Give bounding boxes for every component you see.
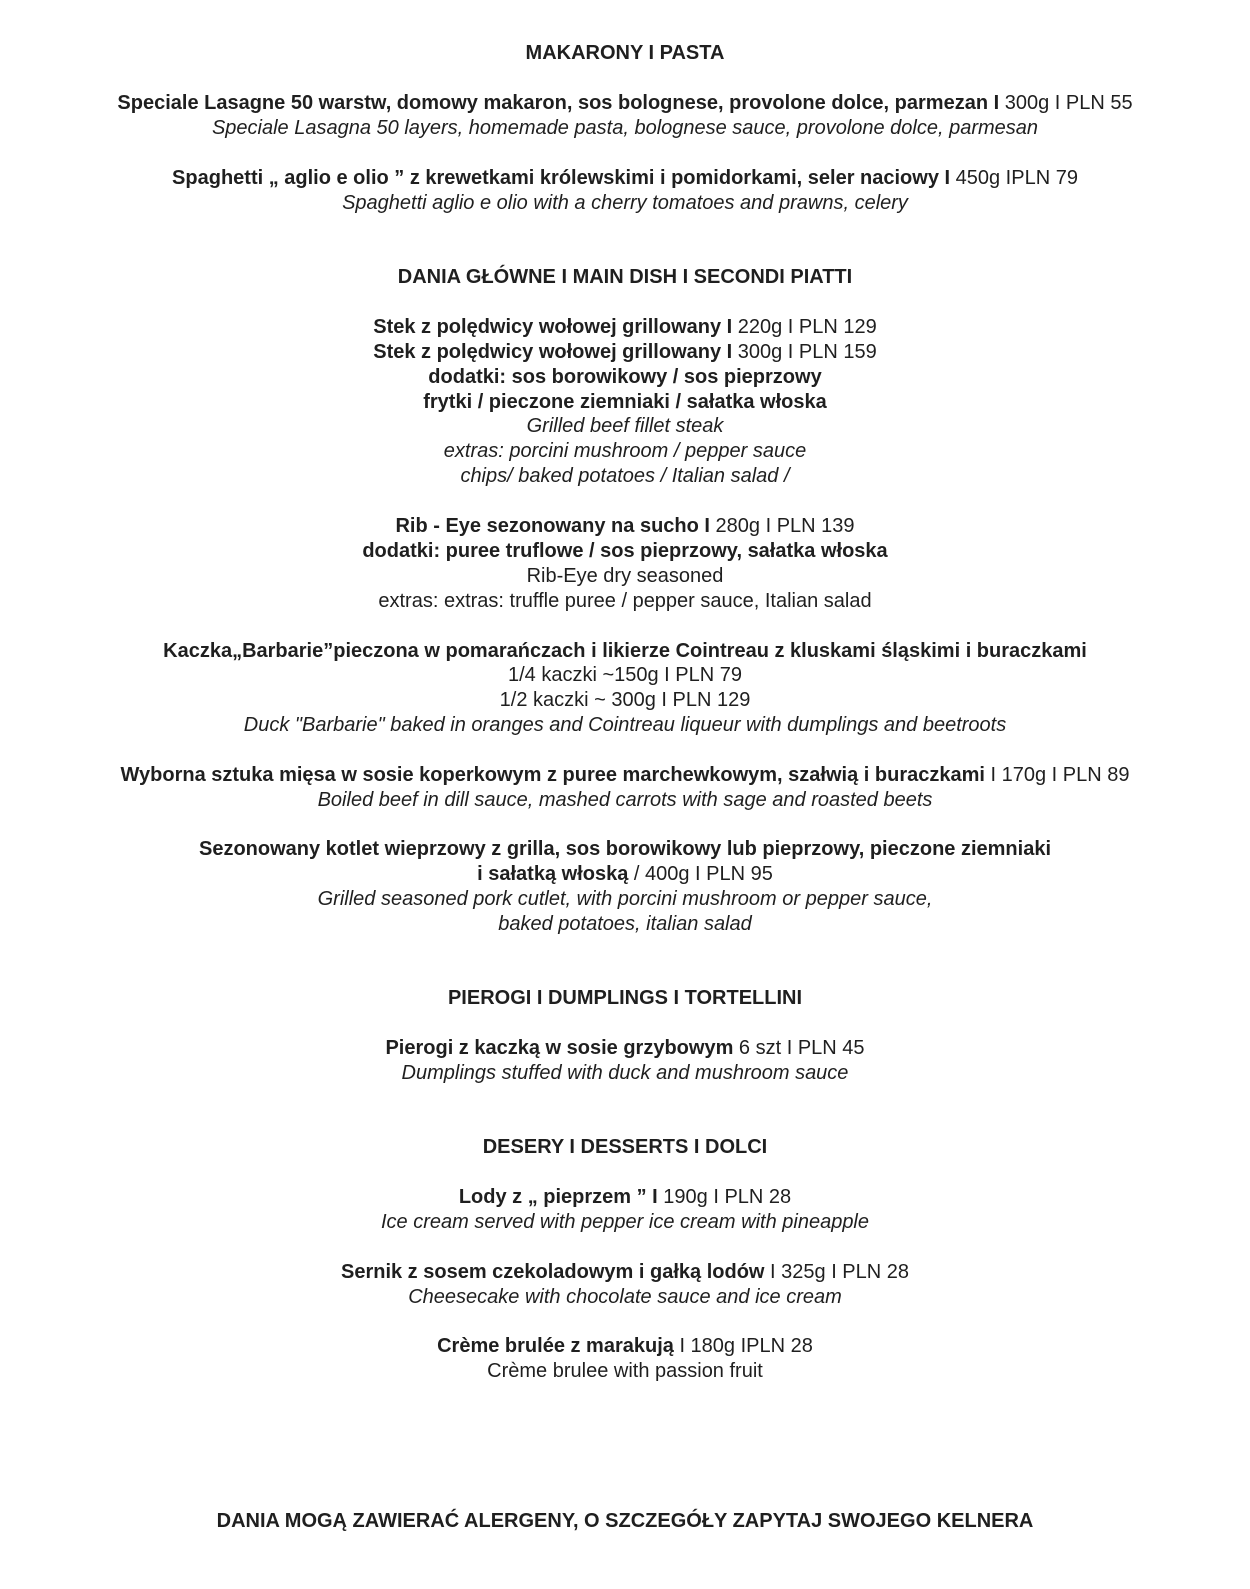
item-translation: Rib-Eye dry seasoned — [526, 565, 724, 587]
item-name: Pierogi z kaczką w sosie grzybowym — [385, 1037, 734, 1059]
item-price: I 180g IPLN 28 — [673, 1335, 813, 1357]
item-name: Rib - Eye sezonowany na sucho I — [395, 515, 710, 537]
menu-item-pork-line2 — [0, 862, 1250, 887]
item-name: Crème brulée z marakują — [437, 1335, 674, 1357]
item-price: I 325g I PLN 28 — [764, 1261, 910, 1283]
section-heading-pierogi: PIEROGI I DUMPLINGS I TORTELLINI — [447, 987, 803, 1009]
item-translation: Grilled beef fillet steak — [526, 415, 724, 437]
item-translation: Cheesecake with chocolate sauce and ice cream — [408, 1286, 842, 1308]
menu-item-boiled-beef — [0, 763, 1250, 788]
item-price: 300g I PLN 159 — [732, 341, 877, 363]
item-translation: extras: porcini mushroom / pepper sauce — [443, 440, 807, 462]
item-name: Speciale Lasagne 50 warstw, domowy makaron, sos bolognese, provolone dolce, parmezan I — [117, 92, 1000, 114]
item-translation: chips/ baked potatoes / Italian salad / — [460, 465, 790, 487]
section-heading-pasta: MAKARONY I PASTA — [525, 42, 725, 64]
item-translation: Dumplings stuffed with duck and mushroom sauce — [401, 1062, 849, 1084]
item-name: Sernik z sosem czekoladowym i gałką lodów — [340, 1261, 765, 1283]
item-extras: dodatki: puree truflowe / sos pieprzowy, sałatka włoska — [362, 540, 888, 562]
item-price: I 170g I PLN 89 — [984, 764, 1130, 786]
item-price: 450g IPLN 79 — [950, 167, 1078, 189]
section-heading-desserts: DESERY I DESSERTS I DOLCI — [482, 1136, 768, 1158]
item-translation: Speciale Lasagna 50 layers, homemade pasta, bolognese sauce, provolone dolce, parmesan — [211, 117, 1039, 139]
menu-item-ice-cream — [0, 1185, 1250, 1210]
item-translation: baked potatoes, italian salad — [498, 913, 752, 935]
item-translation: extras: extras: truffle puree / pepper sauce, Italian salad — [378, 590, 872, 612]
item-translation: Crème brulee with passion fruit — [487, 1360, 763, 1382]
item-name: i sałatką włoską — [477, 863, 629, 885]
menu-item-steak-300 — [0, 340, 1250, 365]
item-translation: Duck "Barbarie" baked in oranges and Cointreau liqueur with dumplings and beetroots — [243, 714, 1007, 736]
item-price: / 400g I PLN 95 — [628, 863, 773, 885]
item-extras: dodatki: sos borowikowy / sos pieprzowy — [428, 366, 822, 388]
item-price: 1/4 kaczki ~150g I PLN 79 — [507, 664, 743, 686]
item-name: Lody z „ pieprzem ” I — [458, 1186, 658, 1208]
item-translation: Spaghetti aglio e olio with a cherry tomatoes and prawns, celery — [342, 192, 908, 214]
menu-item-pierogi — [0, 1036, 1250, 1061]
item-extras: frytki / pieczone ziemniaki / sałatka włoska — [423, 391, 827, 413]
item-translation: Boiled beef in dill sauce, mashed carrots with sage and roasted beets — [317, 789, 933, 811]
menu-item-duck: Kaczka„Barbarie”pieczona w pomarańczach i likierze Cointreau z kluskami śląskimi i buraczkami — [163, 640, 1087, 662]
menu-item-lasagne — [0, 91, 1250, 116]
item-translation: Grilled seasoned pork cutlet, with porcini mushroom or pepper sauce, — [317, 888, 933, 910]
item-name: Stek z polędwicy wołowej grillowany I — [373, 316, 733, 338]
menu-item-pork: Sezonowany kotlet wieprzowy z grilla, sos borowikowy lub pieprzowy, pieczone ziemniaki — [198, 838, 1052, 860]
item-name: Spaghetti „ aglio e olio ” z krewetkami królewskimi i pomidorkami, seler naciowy I — [172, 167, 951, 189]
menu-item-cheesecake — [0, 1260, 1250, 1285]
item-price: 190g I PLN 28 — [657, 1186, 792, 1208]
item-price: 280g I PLN 139 — [709, 515, 855, 537]
allergen-notice: DANIA MOGĄ ZAWIERAĆ ALERGENY, O SZCZEGÓŁY ZAPYTAJ SWOJEGO KELNERA — [216, 1510, 1034, 1532]
menu-item-creme-brulee — [0, 1334, 1250, 1359]
item-translation: Ice cream served with pepper ice cream with pineapple — [380, 1211, 870, 1233]
menu-item-spaghetti — [0, 166, 1250, 191]
item-name: Wyborna sztuka mięsa w sosie koperkowym z puree marchewkowym, szałwią i buraczkami — [120, 764, 985, 786]
item-price: 6 szt I PLN 45 — [733, 1037, 865, 1059]
item-price: 300g I PLN 55 — [999, 92, 1133, 114]
item-price: 1/2 kaczki ~ 300g I PLN 129 — [499, 689, 751, 711]
item-price: 220g I PLN 129 — [732, 316, 877, 338]
menu-item-steak-220 — [0, 315, 1250, 340]
item-name: Stek z polędwicy wołowej grillowany I — [373, 341, 733, 363]
section-heading-main: DANIA GŁÓWNE I MAIN DISH I SECONDI PIATTI — [397, 266, 853, 288]
menu-item-ribeye — [0, 514, 1250, 539]
